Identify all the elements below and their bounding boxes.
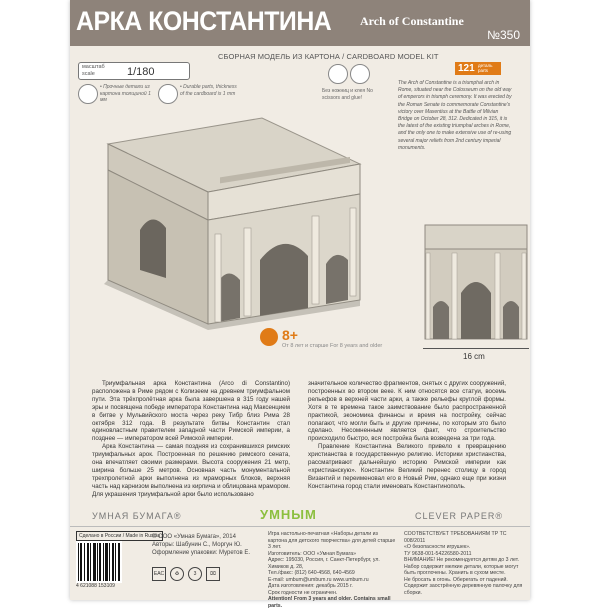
parts-count: 121 — [458, 63, 475, 74]
footer-line: ВНИМАНИЕ! Не рекомендуется детям до 3 лет. — [404, 557, 519, 563]
paragraph: Триумфальная арка Константина (Arco di Constantino) расположена в Риме рядом с Колизеем на древнем триумфальном пути. Эта трёхпролётная арка была завершена в 315 году нашей эры и посвящена победе императора Константина над Максенцием в битве у Мульвийского моста через реку Тибр близ Рима 28 октября 312 года. В результате битвы Константин стал единовластным правителем западной части Римской империи, а позднее — императором всей Римской империи. — [92, 380, 290, 443]
durable-note-en: • Durable parts, thickness of the cardboard is 1 mm — [180, 84, 237, 97]
footer-line: Тел./факс: (812) 640-4568, 640-4569 — [268, 570, 355, 576]
bin-icon: ⌧ — [206, 567, 220, 581]
footer-line: Attention! From 3 years and older. Contains small parts. — [268, 596, 391, 609]
footer-compliance — [404, 531, 526, 596]
dimension-marker — [423, 345, 529, 365]
footer-line: «О безопасности игрушек». — [404, 544, 471, 550]
kit-subtitle: СБОРНАЯ МОДЕЛЬ ИЗ КАРТОНА / CARDBOARD MODEL KIT — [218, 52, 439, 61]
description-en: The Arch of Constantine is a triumphal arch in Rome, situated near the Colosseum on the old way of emperors in triumph ceremony. It was erected by the Roman Senate to commemorate Constantine's victory over Maxentius at the Battle of Milvian Bridge on October 28, 312. Dedicated in 315, it is the latest of the existing triumphal arches in Rome, and the only one to make extensive use of re-using several major reliefs from 2nd century imperial monuments. — [398, 80, 512, 151]
footer-line: Содержит заострённую деревянную палочку для — [404, 583, 523, 589]
certification-marks — [152, 567, 252, 585]
scale-value: 1/180 — [127, 66, 155, 78]
package-design: Оформление упаковки: Муретов Е. — [152, 550, 251, 556]
footer-line: E-mail: umbum@umbum.ru www.umbum.ru — [268, 576, 369, 583]
footer — [70, 526, 530, 609]
age-warning-icon: 3 — [188, 567, 202, 581]
recycle-icon: ♻ — [170, 567, 184, 581]
parts-badge — [455, 62, 501, 75]
no-scissors-note: Без ножниц и клея No scissors and glue! — [322, 88, 373, 101]
brand-strip — [70, 507, 530, 525]
footer-line: Срок годности не ограничен. — [268, 589, 338, 596]
durable-note-ru: • Прочные детали из картона толщиной 1 мм — [100, 84, 151, 103]
arch-model-illustration — [90, 110, 378, 332]
age-rating: 8+ — [282, 327, 298, 343]
barcode — [76, 541, 122, 583]
brand-logo-center: УМНЫМ — [260, 507, 317, 522]
footer-line: Не бросать в огонь. Оберегать от падений. — [404, 576, 508, 583]
packaging-back — [70, 0, 530, 609]
children-icon — [260, 328, 278, 346]
paragraph: Арка Константина — самая поздняя из сохранившихся римских триумфальных арок. Построенная по решению римского сената, она впечатляет своими размерами. Высота сооружения 21 метр, ширина больше 25 метров. Основная часть монументальной трехпролетной арки выполнена из мраморных блоков, верхняя часть над карнизом выполнена из кирпича и облицована мрамором. Для украшения триумфальной арки было использовано — [92, 443, 290, 498]
dimension-value: 16 cm — [463, 352, 485, 361]
footer-line: Игра настольно-печатная «Наборы детали из картона для детского творчества» для детей старше 3 лет. — [268, 531, 396, 550]
copyright: © ООО «Умная Бумага», 2014 — [152, 534, 236, 540]
cardboard-thickness-icon — [78, 84, 98, 104]
footer-line: СООТВЕТСТВУЕТ ТРЕБОВАНИЯМ ТР ТС 008/2011 — [404, 531, 507, 544]
brand-umnaya-bumaga: УМНАЯ БУМАГА® — [92, 511, 182, 521]
brand-clever-paper: CLEVER PAPER® — [415, 511, 503, 521]
arch-front-view-illustration — [423, 223, 529, 341]
no-scissors-icon — [328, 64, 348, 84]
footer-line: ТУ 9638-001-54226580-2011 — [404, 550, 472, 557]
cardboard-thickness-icon-en — [158, 84, 178, 104]
barcode-number: 4 621088 153109 — [76, 583, 115, 589]
footer-manufacturer — [268, 531, 396, 609]
text-column-left — [92, 380, 290, 499]
footer-line: Дата изготовления: декабрь 2015 г. — [268, 583, 353, 589]
footer-credits — [152, 533, 262, 557]
model-number: №350 — [487, 28, 520, 42]
footer-line: Изготовитель: ООО «Умная Бумага» — [268, 550, 357, 557]
authors: Авторы: Шабунин С., Моргун Ю. — [152, 542, 242, 548]
made-in-label: Сделано в России / Made in Russia — [76, 531, 163, 541]
paragraph: Правление Константина Великого привело к превращению христианства в государственную религию. Историки христианства, рассматривают дальнейшую историю Римской империи как «христианскую». Константин Великий перенес столицу в город Византий и переименовал его в Новый Рим, однако еще при жизни Константина город стали именовать Константинополь. — [308, 443, 506, 490]
footer-line: сборки. — [404, 589, 422, 596]
paragraph: значительное количество фрагментов, снятых с других сооружений, построенных во втором веке. К ним относятся все статуи, восемь рельефов в верхней части арки, а также рельефы круглой формы. Хотя в те времена такое заимствование было распространенной практикой, экономика финансы и время на постройку, сейчас полагают, что могли быть и другие причины, по которым это было сделано. Несомненным является факт, что строительство происходило быстро, вся постройка была возведена за три года. — [308, 380, 506, 443]
text-column-right — [308, 380, 506, 491]
age-note: От 8 лет и старше For 8 years and older — [282, 343, 383, 349]
parts-label: деталь parts — [478, 63, 493, 73]
scale-label: масштаб scale — [82, 64, 105, 77]
footer-line: Адрес: 195030, Россия, г. Санкт-Петербург, ул. Химиков д. 28, — [268, 557, 380, 570]
footer-line: Набор содержит мелкие детали, которые могут — [404, 563, 519, 570]
scale-box — [78, 62, 190, 80]
dimension-line — [423, 348, 529, 349]
title-ru: АРКА КОНСТАНТИНА — [76, 6, 332, 36]
footer-line: быть проглочены. Хранить в сухом месте. — [404, 570, 506, 576]
eac-mark-icon: EAC — [152, 567, 166, 581]
no-glue-icon — [350, 64, 370, 84]
title-en: Arch of Constantine — [360, 14, 464, 28]
header-band — [70, 0, 530, 46]
